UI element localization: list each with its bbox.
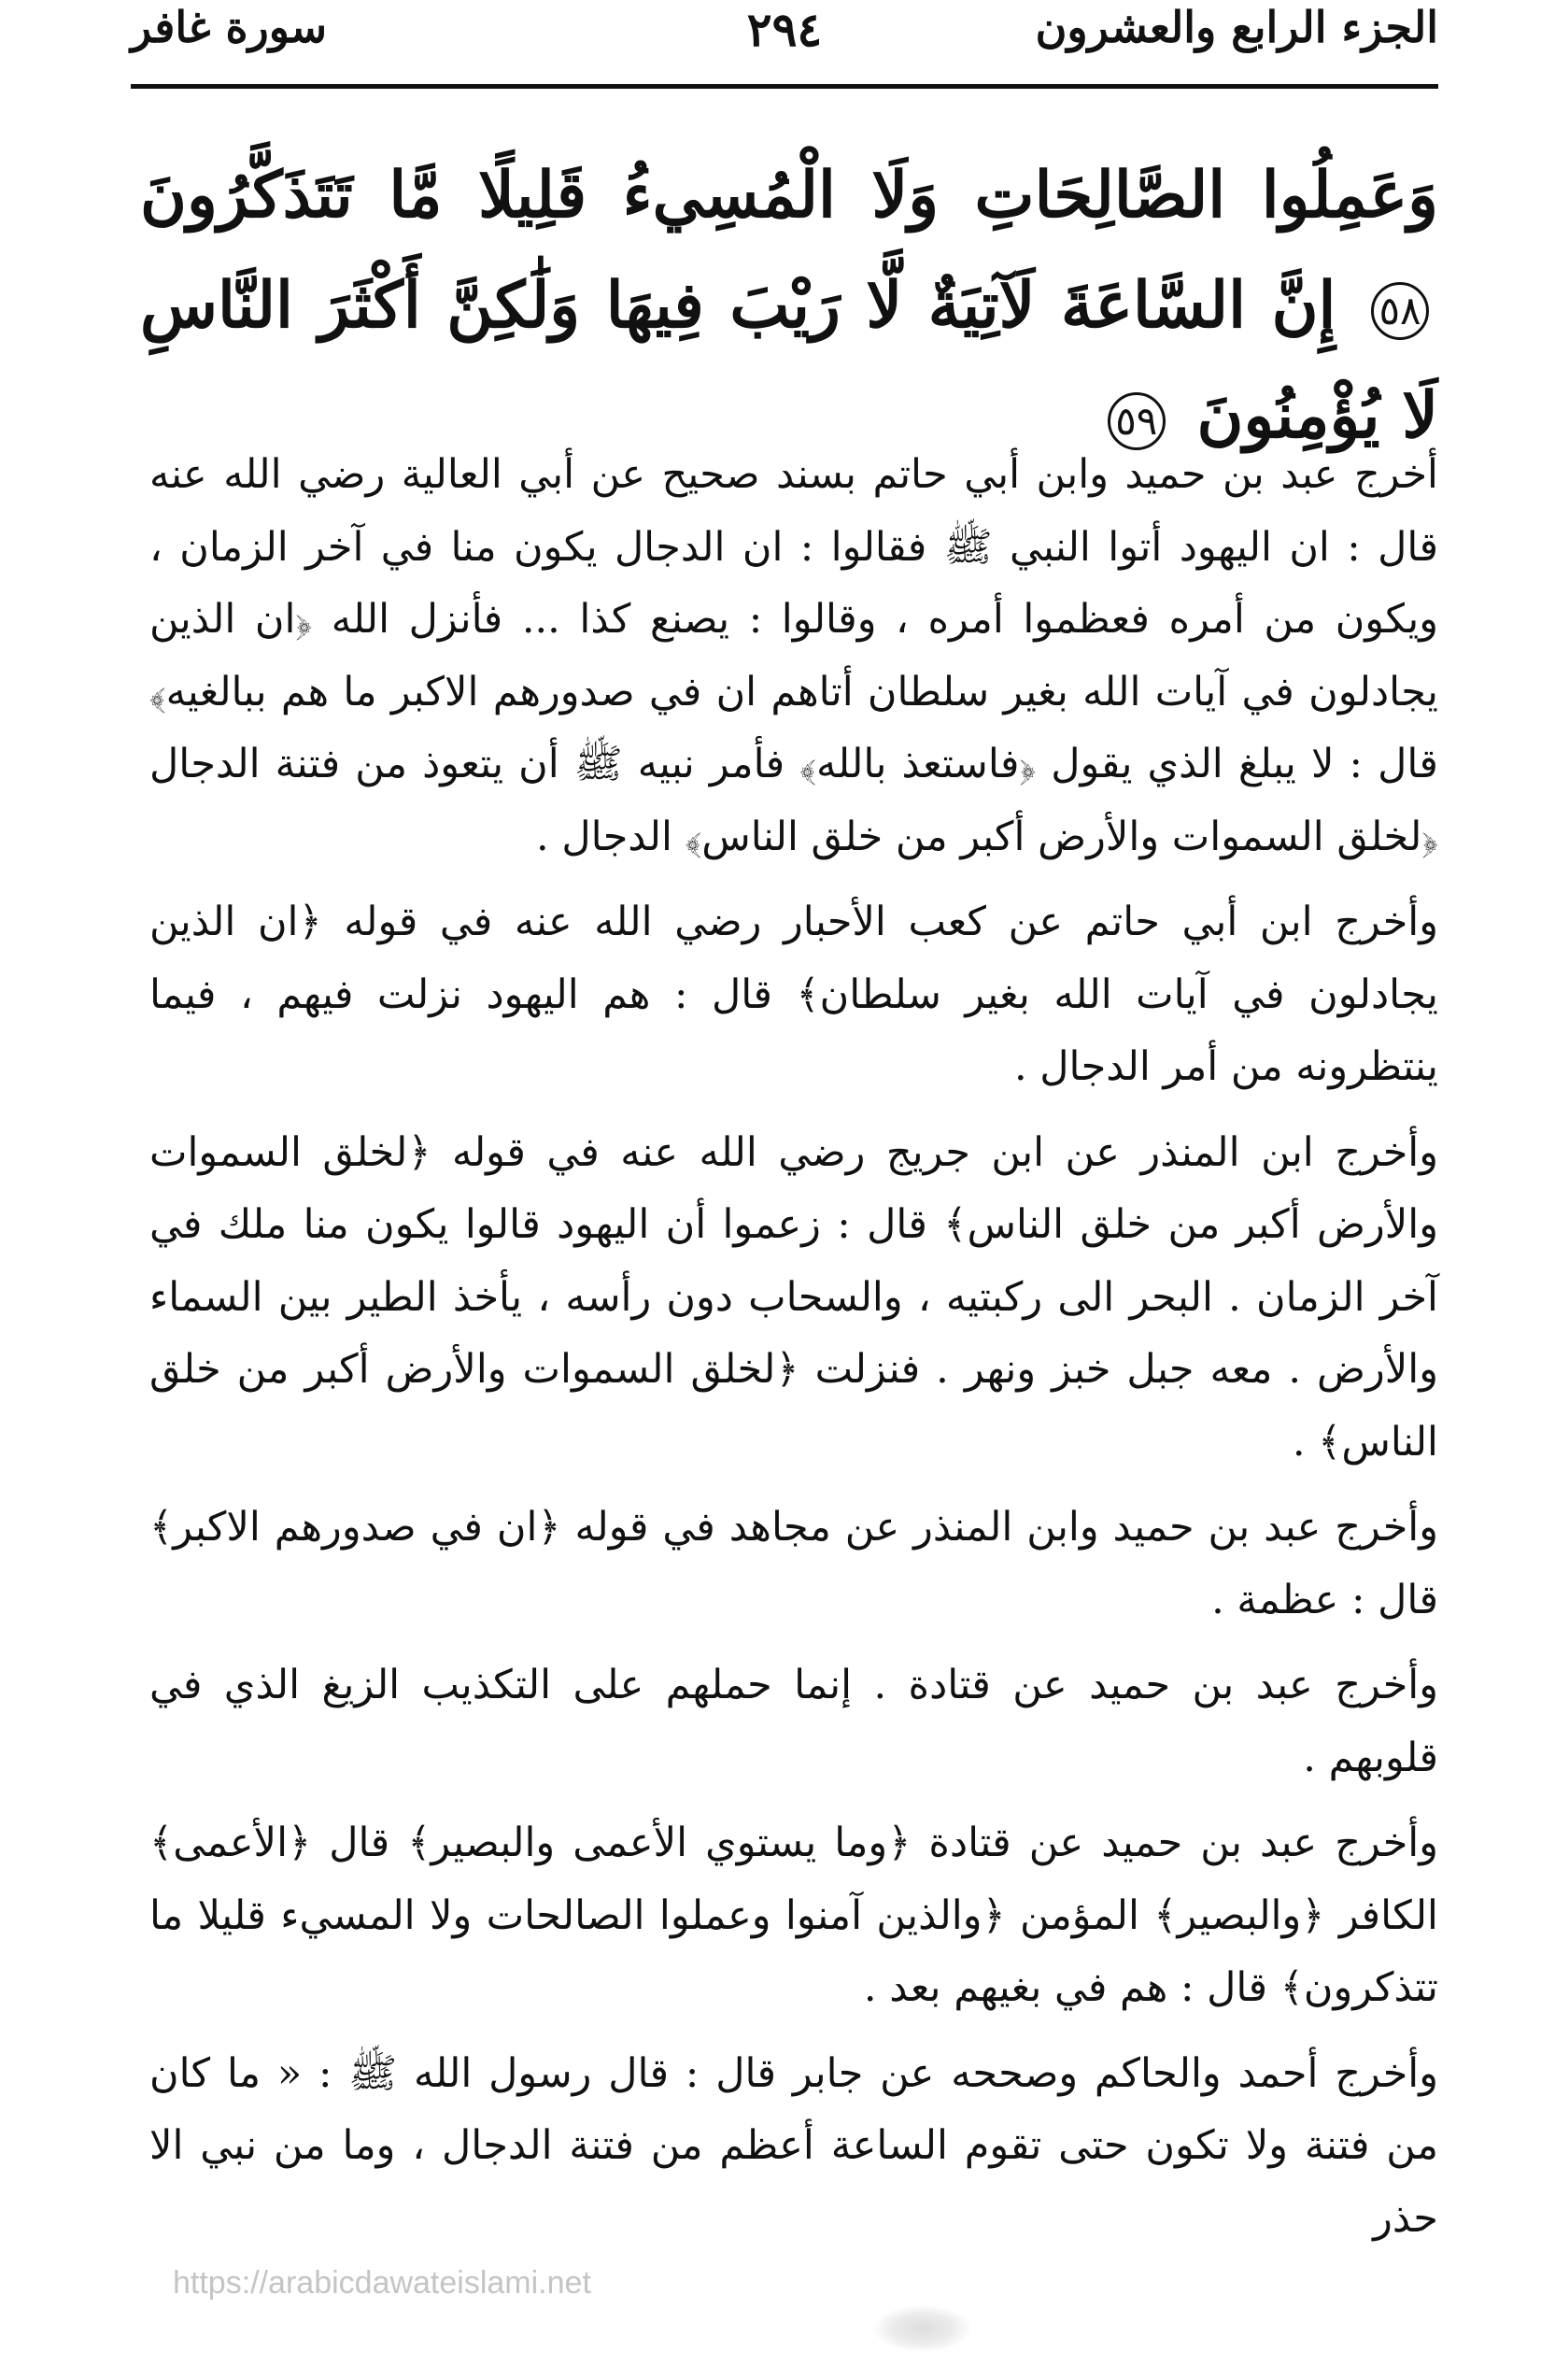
verse-text: وَعَمِلُوا الصَّالِحَاتِ وَلَا الْمُسِيءُ قَلِيلًا مَّا تَتَذَكَّرُونَ — [140, 158, 1438, 233]
commentary-body — [149, 439, 1438, 2268]
commentary-paragraph: وأخرج عبد بن حميد عن قتادة ﴿وما يستوي الأعمى والبصير﴾ قال ﴿الأعمى﴾ الكافر ﴿والبصير﴾ المؤمن ﴿والذين آمنوا وعملوا الصالحات ولا المسيء قليلا ما تتذكرون﴾ قال : هم في بغيهم بعد . — [149, 1820, 1438, 2011]
commentary-paragraph: وأخرج عبد بن حميد عن قتادة . إنما حملهم على التكذيب الزيغ الذي في قلوبهم . — [149, 1662, 1438, 1781]
header-divider — [131, 84, 1438, 89]
commentary-paragraph: وأخرج ابن المنذر عن ابن جريج رضي الله عنه في قوله ﴿لخلق السموات والأرض أكبر من خلق الناس﴾ قال : زعموا أن اليهود قالوا يكون منا ملك في آخر الزمان . البحر الى ركبتيه ، والسحاب دون رأسه ، يأخذ الطير بين السماء والأرض . معه جبل خبز ونهر . فنزلت ﴿لخلق السموات والأرض أكبر من خلق الناس﴾ . — [149, 1128, 1438, 1466]
scan-smudge — [873, 2305, 971, 2352]
juz-title: الجزء الرابع والعشرون — [1035, 2, 1438, 52]
verse-number-marker: ٥٩ — [1108, 392, 1166, 450]
verse-text: لَآتِيَةٌ لَّا رَيْبَ فِيهَا وَلَٰكِنَّ أَكْثَرَ النَّاسِ لَا يُؤْمِنُونَ — [140, 268, 1438, 453]
surah-title: سورة غافر — [131, 2, 328, 52]
quran-verses — [140, 140, 1438, 471]
verse-number-marker: ٥٨ — [1371, 282, 1429, 340]
commentary-paragraph: أخرج عبد بن حميد وابن أبي حاتم بسند صحيح عن أبي العالية رضي الله عنه قال : ان اليهود أتوا النبي ﷺ فقالوا : ان الدجال يكون منا في آخر الزمان ، ويكون من أمره فعظموا أمره ، وقالوا : يصنع كذا ... فأنزل الله ﴿ان الذين يجادلون في آيات الله بغير سلطان أتاهم ان في صدورهم الاكبر ما هم ببالغيه﴾ قال : لا يبلغ الذي يقول ﴿فاستعذ بالله﴾ فأمر نبيه ﷺ أن يتعوذ من فتنة الدجال ﴿لخلق السموات والأرض أكبر من خلق الناس﴾ الدجال . — [149, 451, 1438, 860]
commentary-paragraph: وأخرج ابن أبي حاتم عن كعب الأحبار رضي الله عنه في قوله ﴿ان الذين يجادلون في آيات الله بغير سلطان﴾ قال : هم اليهود نزلت فيهم ، فيما ينتظرونه من أمر الدجال . — [149, 899, 1438, 1090]
commentary-paragraph: وأخرج أحمد والحاكم وصححه عن جابر قال : قال رسول الله ﷺ : « ما كان من فتنة ولا تكون حتى تقوم الساعة أعظم من فتنة الدجال ، وما من نبي الا حذر — [149, 2049, 1438, 2242]
page-number: ٢٩٤ — [746, 2, 823, 57]
verse-text: إِنَّ السَّاعَةَ — [1061, 268, 1336, 343]
watermark-url: https://arabicdawateislami.net — [173, 2265, 591, 2301]
commentary-paragraph: وأخرج عبد بن حميد وابن المنذر عن مجاهد في قوله ﴿ان في صدورهم الاكبر﴾ قال : عظمة . — [149, 1504, 1438, 1623]
page-header — [131, 0, 1438, 75]
